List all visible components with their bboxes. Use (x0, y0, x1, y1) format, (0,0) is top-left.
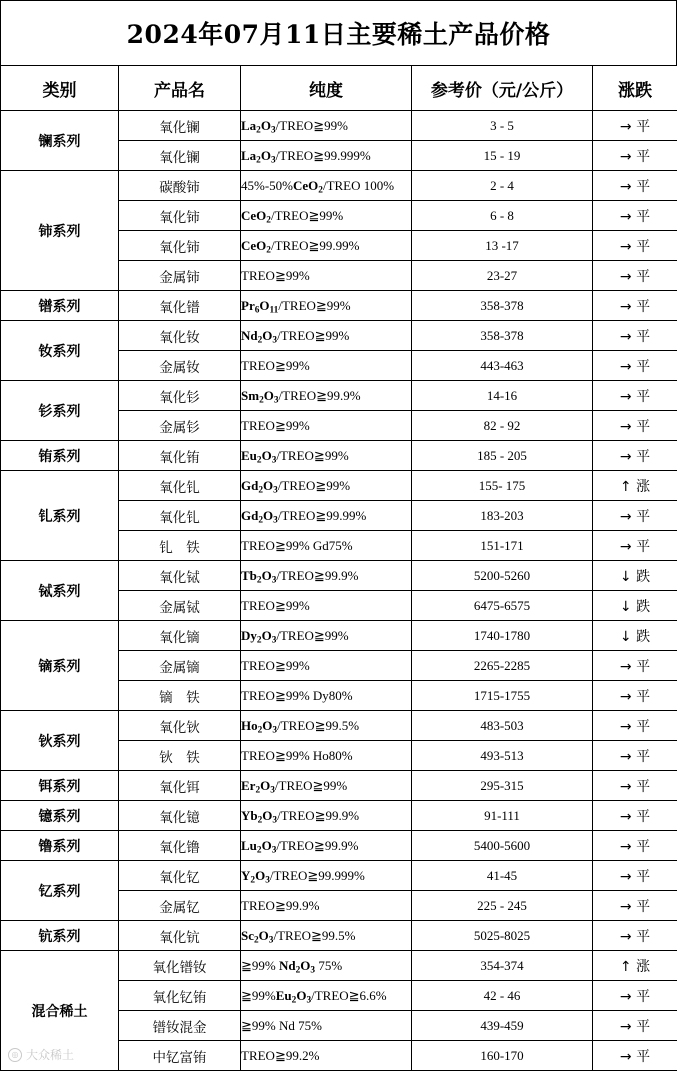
purity-subscript: 2 (266, 215, 271, 225)
purity-text: /TREO≧99.9% (276, 838, 358, 853)
purity-text: Ho (241, 718, 258, 733)
purity-subscript: 3 (272, 725, 277, 735)
purity-text: Tb (241, 568, 257, 583)
purity-text: TREO≧99% (241, 418, 310, 433)
purity-text: O (263, 478, 273, 493)
table-body (1, 111, 677, 1071)
purity-text: O (262, 808, 272, 823)
purity-text: Y (241, 868, 250, 883)
purity-subscript: 11 (270, 305, 279, 315)
purity-cell (241, 1041, 412, 1071)
product-name-cell: 氧化钐 (119, 381, 241, 411)
purity-text: Gd (241, 478, 258, 493)
purity-subscript: 3 (272, 455, 277, 465)
table-row (1, 321, 677, 351)
change-cell: → 平 (593, 831, 677, 861)
price-cell: 41-45 (412, 861, 593, 891)
category-cell: 铒系列 (1, 771, 119, 801)
price-cell: 183-203 (412, 501, 593, 531)
product-name-cell: 氧化铈 (119, 201, 241, 231)
purity-text: /TREO≧99.9% (277, 808, 359, 823)
purity-cell (241, 321, 412, 351)
purity-subscript: 3 (274, 395, 279, 405)
change-cell: → 平 (593, 681, 677, 711)
purity-text: /TREO 100% (323, 178, 394, 193)
change-cell: → 平 (593, 711, 677, 741)
price-cell: 15 - 19 (412, 141, 593, 171)
header-purity: 纯度 (241, 66, 412, 111)
purity-cell (241, 741, 412, 771)
purity-text: /TREO≧99.99% (278, 508, 367, 523)
category-cell: 钇系列 (1, 861, 119, 921)
purity-text: TREO≧99% (241, 268, 310, 283)
table-row (1, 381, 677, 411)
purity-subscript: 2 (257, 845, 262, 855)
watermark (8, 1046, 74, 1063)
purity-text: O (260, 778, 270, 793)
category-cell: 镧系列 (1, 111, 119, 171)
price-cell: 5200-5260 (412, 561, 593, 591)
purity-cell (241, 201, 412, 231)
product-name-cell: 钬 铁 (119, 741, 241, 771)
table-row (1, 471, 677, 501)
purity-text: O (296, 988, 306, 1003)
purity-text: Sc (241, 928, 254, 943)
purity-text: O (262, 448, 272, 463)
purity-text: ≧99% (241, 988, 276, 1003)
table-row (1, 951, 677, 981)
purity-text: /TREO≧99.9% (276, 568, 358, 583)
purity-cell (241, 171, 412, 201)
category-cell: 钆系列 (1, 471, 119, 561)
purity-text: ≧99% (241, 958, 279, 973)
price-cell: 1715-1755 (412, 681, 593, 711)
purity-text: O (264, 388, 274, 403)
change-cell: → 平 (593, 111, 677, 141)
purity-cell (241, 951, 412, 981)
change-cell: → 平 (593, 531, 677, 561)
table-row (1, 771, 677, 801)
purity-subscript: 2 (258, 515, 263, 525)
purity-text: TREO≧99% Ho80% (241, 748, 353, 763)
purity-cell (241, 411, 412, 441)
purity-text: TREO≧99.2% (241, 1048, 319, 1063)
purity-text: Lu (241, 838, 257, 853)
purity-text: /TREO≧99% (276, 628, 348, 643)
table-row (1, 861, 677, 891)
price-cell: 358-378 (412, 321, 593, 351)
purity-text: O (262, 328, 272, 343)
purity-text: TREO≧99.9% (241, 898, 319, 913)
purity-subscript: 2 (266, 245, 271, 255)
purity-cell (241, 531, 412, 561)
purity-subscript: 2 (258, 815, 263, 825)
price-cell: 5400-5600 (412, 831, 593, 861)
purity-cell (241, 591, 412, 621)
change-cell: ↑ 涨 (593, 471, 677, 501)
category-cell: 钬系列 (1, 711, 119, 771)
purity-subscript: 2 (258, 725, 263, 735)
purity-subscript: 3 (271, 155, 276, 165)
watermark-text: 大众稀土 (26, 1046, 74, 1063)
product-name-cell: 氧化镨钕 (119, 951, 241, 981)
table-row (1, 561, 677, 591)
price-cell: 483-503 (412, 711, 593, 741)
purity-subscript: 3 (265, 875, 270, 885)
purity-text: 45%-50% (241, 178, 293, 193)
table-row (1, 621, 677, 651)
price-cell: 6475-6575 (412, 591, 593, 621)
purity-text: Nd (241, 328, 258, 343)
product-name-cell: 碳酸铈 (119, 171, 241, 201)
logo-icon: ◎ (8, 1048, 22, 1062)
category-cell: 镥系列 (1, 831, 119, 861)
purity-subscript: 2 (254, 935, 259, 945)
purity-text: CeO (241, 208, 266, 223)
category-cell: 钐系列 (1, 381, 119, 441)
change-cell: → 平 (593, 171, 677, 201)
category-cell: 铽系列 (1, 561, 119, 621)
price-cell: 6 - 8 (412, 201, 593, 231)
purity-subscript: 6 (255, 305, 260, 315)
purity-text: O (261, 118, 271, 133)
product-name-cell: 氧化镨 (119, 291, 241, 321)
purity-text: TREO≧99% (241, 598, 310, 613)
purity-subscript: 3 (270, 785, 275, 795)
purity-text: Pr (241, 298, 255, 313)
product-name-cell: 金属铈 (119, 261, 241, 291)
table-row (1, 171, 677, 201)
price-cell: 295-315 (412, 771, 593, 801)
purity-text: O (263, 508, 273, 523)
purity-text: TREO≧99% (241, 658, 310, 673)
price-cell: 5025-8025 (412, 921, 593, 951)
table-row (1, 111, 677, 141)
purity-subscript: 3 (273, 515, 278, 525)
product-name-cell: 氧化钬 (119, 711, 241, 741)
purity-text: /TREO≧99% (276, 118, 348, 133)
price-cell: 2 - 4 (412, 171, 593, 201)
product-name-cell: 氧化镧 (119, 141, 241, 171)
purity-text: Nd (279, 958, 296, 973)
product-name-cell: 金属钇 (119, 891, 241, 921)
purity-text: /TREO≧99.999% (276, 148, 371, 163)
product-name-cell: 金属钕 (119, 351, 241, 381)
purity-text: Er (241, 778, 255, 793)
product-name-cell: 镨钕混金 (119, 1011, 241, 1041)
product-name-cell: 氧化钕 (119, 321, 241, 351)
price-cell: 13 -17 (412, 231, 593, 261)
price-cell: 23-27 (412, 261, 593, 291)
purity-subscript: 2 (255, 785, 260, 795)
product-name-cell: 氧化钇 (119, 861, 241, 891)
purity-subscript: 3 (272, 845, 277, 855)
purity-cell (241, 771, 412, 801)
change-cell: → 平 (593, 1041, 677, 1071)
purity-cell (241, 351, 412, 381)
purity-cell (241, 501, 412, 531)
purity-cell (241, 141, 412, 171)
change-cell: → 平 (593, 411, 677, 441)
purity-text: /TREO≧6.6% (311, 988, 387, 1003)
purity-text: CeO (293, 178, 318, 193)
purity-cell (241, 261, 412, 291)
change-cell: → 平 (593, 261, 677, 291)
purity-text: TREO≧99% Gd75% (241, 538, 353, 553)
product-name-cell: 氧化镥 (119, 831, 241, 861)
table-row (1, 831, 677, 861)
purity-subscript: 3 (310, 965, 315, 975)
purity-text: /TREO≧99% (277, 328, 349, 343)
header-category: 类别 (1, 66, 119, 111)
price-cell: 3 - 5 (412, 111, 593, 141)
purity-text: Sm (241, 388, 259, 403)
purity-subscript: 2 (292, 995, 297, 1005)
product-name-cell: 金属钐 (119, 411, 241, 441)
price-cell: 42 - 46 (412, 981, 593, 1011)
purity-text: Eu (241, 448, 257, 463)
change-cell: → 平 (593, 291, 677, 321)
change-cell: → 平 (593, 351, 677, 381)
purity-subscript: 3 (272, 815, 277, 825)
purity-cell (241, 111, 412, 141)
price-cell: 493-513 (412, 741, 593, 771)
product-name-cell: 中钇富铕 (119, 1041, 241, 1071)
purity-text: 75% (315, 958, 342, 973)
change-cell: → 平 (593, 201, 677, 231)
product-name-cell: 钆 铁 (119, 531, 241, 561)
purity-subscript: 3 (306, 995, 311, 1005)
purity-text: /TREO≧99% (276, 448, 348, 463)
purity-text: O (261, 148, 271, 163)
purity-cell (241, 681, 412, 711)
purity-text: O (262, 568, 272, 583)
purity-subscript: 2 (257, 635, 262, 645)
purity-text: O (259, 928, 269, 943)
purity-cell (241, 711, 412, 741)
price-cell: 151-171 (412, 531, 593, 561)
product-name-cell: 氧化镧 (119, 111, 241, 141)
change-cell: ↓ 跌 (593, 591, 677, 621)
purity-text: /TREO≧99.5% (277, 718, 359, 733)
table-row (1, 291, 677, 321)
purity-text: /TREO≧99.5% (273, 928, 355, 943)
product-name-cell: 金属镝 (119, 651, 241, 681)
change-cell: ↓ 跌 (593, 621, 677, 651)
purity-cell (241, 861, 412, 891)
change-cell: → 平 (593, 321, 677, 351)
price-cell: 439-459 (412, 1011, 593, 1041)
purity-cell (241, 621, 412, 651)
purity-cell (241, 801, 412, 831)
purity-text: O (262, 718, 272, 733)
purity-cell (241, 831, 412, 861)
purity-subscript: 3 (273, 485, 278, 495)
purity-text: O (255, 868, 265, 883)
product-name-cell: 氧化钪 (119, 921, 241, 951)
purity-subscript: 3 (272, 575, 277, 585)
purity-text: La (241, 118, 256, 133)
table-row (1, 921, 677, 951)
header-row (1, 66, 677, 111)
purity-subscript: 2 (296, 965, 301, 975)
purity-text: O (259, 298, 269, 313)
price-cell: 358-378 (412, 291, 593, 321)
change-cell: → 平 (593, 891, 677, 921)
price-cell: 91-111 (412, 801, 593, 831)
change-cell: ↑ 涨 (593, 951, 677, 981)
product-name-cell: 氧化钆 (119, 471, 241, 501)
change-cell: → 平 (593, 501, 677, 531)
purity-text: /TREO≧99% (275, 778, 347, 793)
purity-text: O (262, 838, 272, 853)
purity-subscript: 2 (258, 335, 263, 345)
purity-text: ≧99% Nd 75% (241, 1018, 322, 1033)
change-cell: → 平 (593, 231, 677, 261)
purity-cell (241, 291, 412, 321)
purity-text: /TREO≧99.999% (270, 868, 365, 883)
purity-text: Yb (241, 808, 258, 823)
product-name-cell: 氧化铽 (119, 561, 241, 591)
purity-text: CeO (241, 238, 266, 253)
price-cell: 2265-2285 (412, 651, 593, 681)
change-cell: → 平 (593, 1011, 677, 1041)
purity-subscript: 2 (256, 155, 261, 165)
product-name-cell: 镝 铁 (119, 681, 241, 711)
purity-subscript: 3 (272, 635, 277, 645)
change-cell: → 平 (593, 771, 677, 801)
purity-text: /TREO≧99% (271, 208, 343, 223)
change-cell: → 平 (593, 651, 677, 681)
header-change: 涨跌 (593, 66, 677, 111)
category-cell: 钕系列 (1, 321, 119, 381)
change-cell: → 平 (593, 741, 677, 771)
price-table (0, 65, 677, 1071)
purity-text: /TREO≧99.99% (271, 238, 360, 253)
price-cell: 354-374 (412, 951, 593, 981)
category-cell: 镝系列 (1, 621, 119, 711)
purity-subscript: 2 (259, 395, 264, 405)
purity-subscript: 3 (272, 335, 277, 345)
product-name-cell: 氧化钆 (119, 501, 241, 531)
purity-text: TREO≧99% Dy80% (241, 688, 353, 703)
purity-text: La (241, 148, 256, 163)
table-row (1, 711, 677, 741)
price-cell: 1740-1780 (412, 621, 593, 651)
purity-subscript: 2 (256, 125, 261, 135)
product-name-cell: 氧化铈 (119, 231, 241, 261)
price-cell: 225 - 245 (412, 891, 593, 921)
category-cell: 钪系列 (1, 921, 119, 951)
purity-subscript: 2 (257, 455, 262, 465)
purity-cell (241, 381, 412, 411)
purity-text: /TREO≧99% (278, 478, 350, 493)
purity-text: O (300, 958, 310, 973)
category-cell: 铕系列 (1, 441, 119, 471)
header-product: 产品名 (119, 66, 241, 111)
product-name-cell: 氧化镝 (119, 621, 241, 651)
purity-cell (241, 921, 412, 951)
purity-subscript: 2 (318, 185, 323, 195)
change-cell: → 平 (593, 981, 677, 1011)
purity-subscript: 3 (269, 935, 274, 945)
category-cell: 混合稀土 (1, 951, 119, 1071)
purity-subscript: 2 (258, 485, 263, 495)
purity-cell (241, 891, 412, 921)
purity-cell (241, 651, 412, 681)
change-cell: ↓ 跌 (593, 561, 677, 591)
page-title: 2024年07月11日主要稀土产品价格 (0, 0, 677, 66)
table-row (1, 801, 677, 831)
purity-subscript: 2 (250, 875, 255, 885)
header-price: 参考价（元/公斤） (412, 66, 593, 111)
change-cell: → 平 (593, 801, 677, 831)
price-cell: 82 - 92 (412, 411, 593, 441)
purity-cell (241, 561, 412, 591)
price-cell: 185 - 205 (412, 441, 593, 471)
purity-cell (241, 981, 412, 1011)
change-cell: → 平 (593, 921, 677, 951)
purity-text: /TREO≧99.9% (279, 388, 361, 403)
product-name-cell: 氧化镱 (119, 801, 241, 831)
product-name-cell: 金属铽 (119, 591, 241, 621)
category-cell: 镨系列 (1, 291, 119, 321)
category-cell: 铈系列 (1, 171, 119, 291)
product-name-cell: 氧化铒 (119, 771, 241, 801)
purity-cell (241, 441, 412, 471)
price-cell: 160-170 (412, 1041, 593, 1071)
table-row (1, 441, 677, 471)
change-cell: → 平 (593, 381, 677, 411)
purity-text: O (262, 628, 272, 643)
purity-text: TREO≧99% (241, 358, 310, 373)
price-cell: 443-463 (412, 351, 593, 381)
purity-text: Gd (241, 508, 258, 523)
change-cell: → 平 (593, 861, 677, 891)
price-cell: 14-16 (412, 381, 593, 411)
purity-text: Dy (241, 628, 257, 643)
product-name-cell: 氧化钇铕 (119, 981, 241, 1011)
purity-cell (241, 471, 412, 501)
purity-text: /TREO≧99% (278, 298, 350, 313)
purity-subscript: 2 (257, 575, 262, 585)
price-cell: 155- 175 (412, 471, 593, 501)
purity-subscript: 3 (271, 125, 276, 135)
change-cell: → 平 (593, 141, 677, 171)
product-name-cell: 氧化铕 (119, 441, 241, 471)
category-cell: 镱系列 (1, 801, 119, 831)
purity-cell (241, 1011, 412, 1041)
purity-cell (241, 231, 412, 261)
change-cell: → 平 (593, 441, 677, 471)
purity-text: Eu (276, 988, 292, 1003)
